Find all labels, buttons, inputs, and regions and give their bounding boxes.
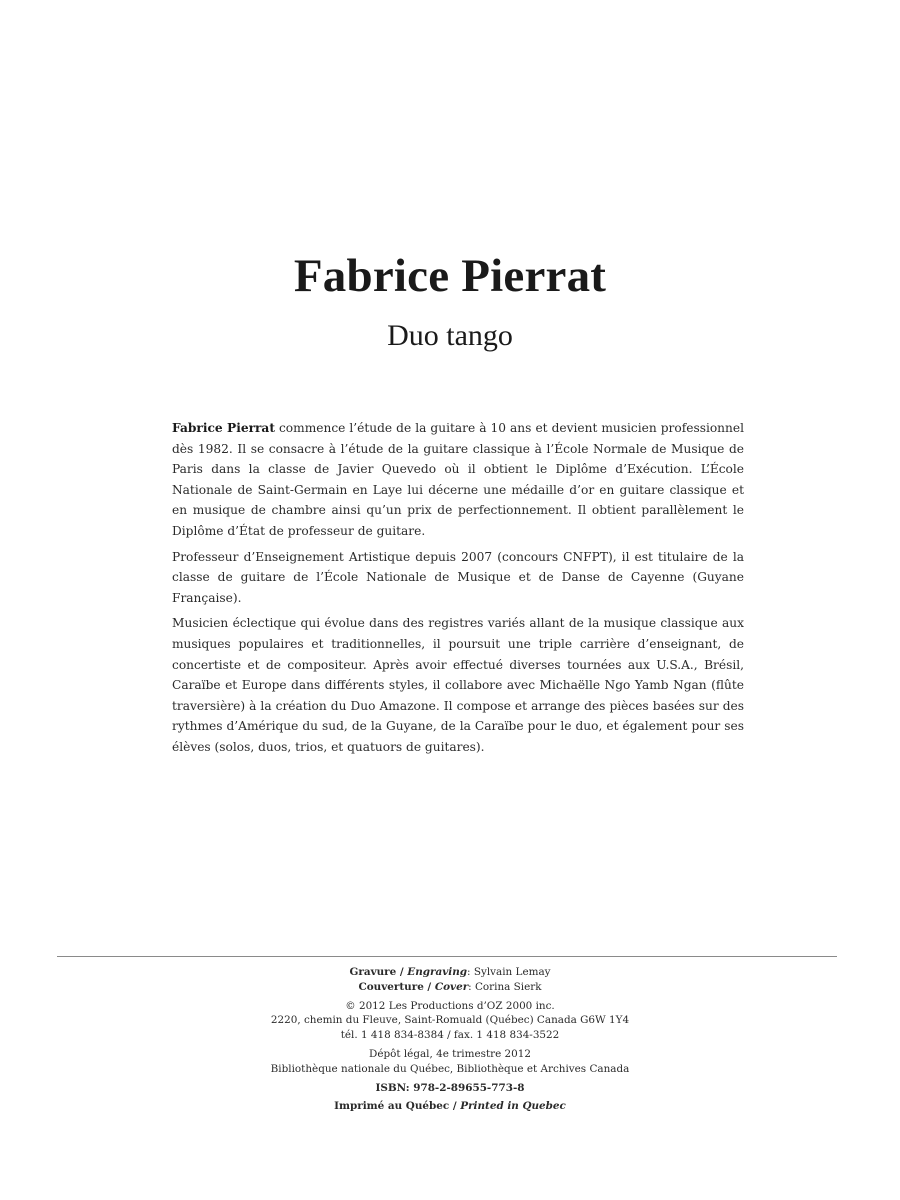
cover-separator: / xyxy=(423,980,435,993)
engraving-name: : Sylvain Lemay xyxy=(467,966,551,978)
divider xyxy=(57,956,837,957)
printed-fr: Imprimé au Québec xyxy=(334,1100,450,1113)
credit-cover xyxy=(0,980,900,995)
bio-paragraph-3: Musicien éclectique qui évolue dans des registres variés allant de la musique classique aux musiques populaires et traditionnelles, il poursuit une triple carrière d’enseignant, de concertiste et de compositeur. Après avoir effectué diverses tournées aux U.S.A., Brésil, Caraïbe et Europe dans différents styles, il collabore avec Michaëlle Ngo Yamb Ngan (flûte traversière) à la création du Duo Amazone. Il compose et arrange des pièces basées sur des rythmes d’Amérique du sud, de la Guyane, de la Caraïbe pour le duo, et également pour ses élèves (solos, duos, trios, et quatuors de guitares). xyxy=(172,616,744,754)
bio-paragraph-2: Professeur d’Enseignement Artistique depuis 2007 (concours CNFPT), il est titulaire de la classe de guitare de l’École Nationale de Musique et de Danse de Cayenne (Guyane Française). xyxy=(172,549,744,605)
bio-paragraph-1 xyxy=(172,418,744,542)
printed-separator: / xyxy=(449,1100,461,1113)
bio-name: Fabrice Pierrat xyxy=(172,421,275,435)
isbn: ISBN: 978-2-89655-773-8 xyxy=(375,1081,525,1094)
piece-subtitle: Duo tango xyxy=(387,319,513,352)
biography xyxy=(172,418,744,763)
bio-paragraph-1-text: commence l’étude de la guitare à 10 ans et devient musicien professionnel dès 1982. Il se consacre à l’étude de la guitare classique à l’École Normale de Musique de Paris dans la classe de Javier Quevedo où il obtient le Diplôme d’Exécution. L’École Nationale de Saint-Germain en Laye lui décerne une médaille d’or en guitare classique et en musique de chambre ainsi qu’un prix de perfectionnement. Il obtient parallèlement le Diplôme d’État de professeur de guitare. xyxy=(172,421,744,538)
publisher-address: 2220, chemin du Fleuve, Saint-Romuald (Québec) Canada G6W 1Y4 xyxy=(270,1014,630,1027)
cover-label-en: Cover xyxy=(434,980,469,993)
publisher-phone: tél. 1 418 834-8384 / fax. 1 418 834-3522 xyxy=(340,1029,560,1042)
copyright: © 2012 Les Productions d’OZ 2000 inc. xyxy=(345,999,555,1012)
engraving-separator: / xyxy=(396,966,408,978)
printed-in xyxy=(0,1099,900,1114)
printed-en: Printed in Quebec xyxy=(460,1100,566,1113)
credit-engraving xyxy=(0,965,900,980)
engraving-label-en: Engraving xyxy=(407,966,468,978)
credits xyxy=(0,965,900,1114)
engraving-label-fr: Gravure xyxy=(349,966,397,978)
cover-name: : Corina Sierk xyxy=(468,980,542,993)
composer-title: Fabrice Pierrat xyxy=(293,250,607,302)
libraries: Bibliothèque nationale du Québec, Bibliothèque et Archives Canada xyxy=(270,1062,630,1075)
legal-deposit: Dépôt légal, 4e trimestre 2012 xyxy=(368,1047,531,1060)
cover-label-fr: Couverture xyxy=(358,980,424,993)
